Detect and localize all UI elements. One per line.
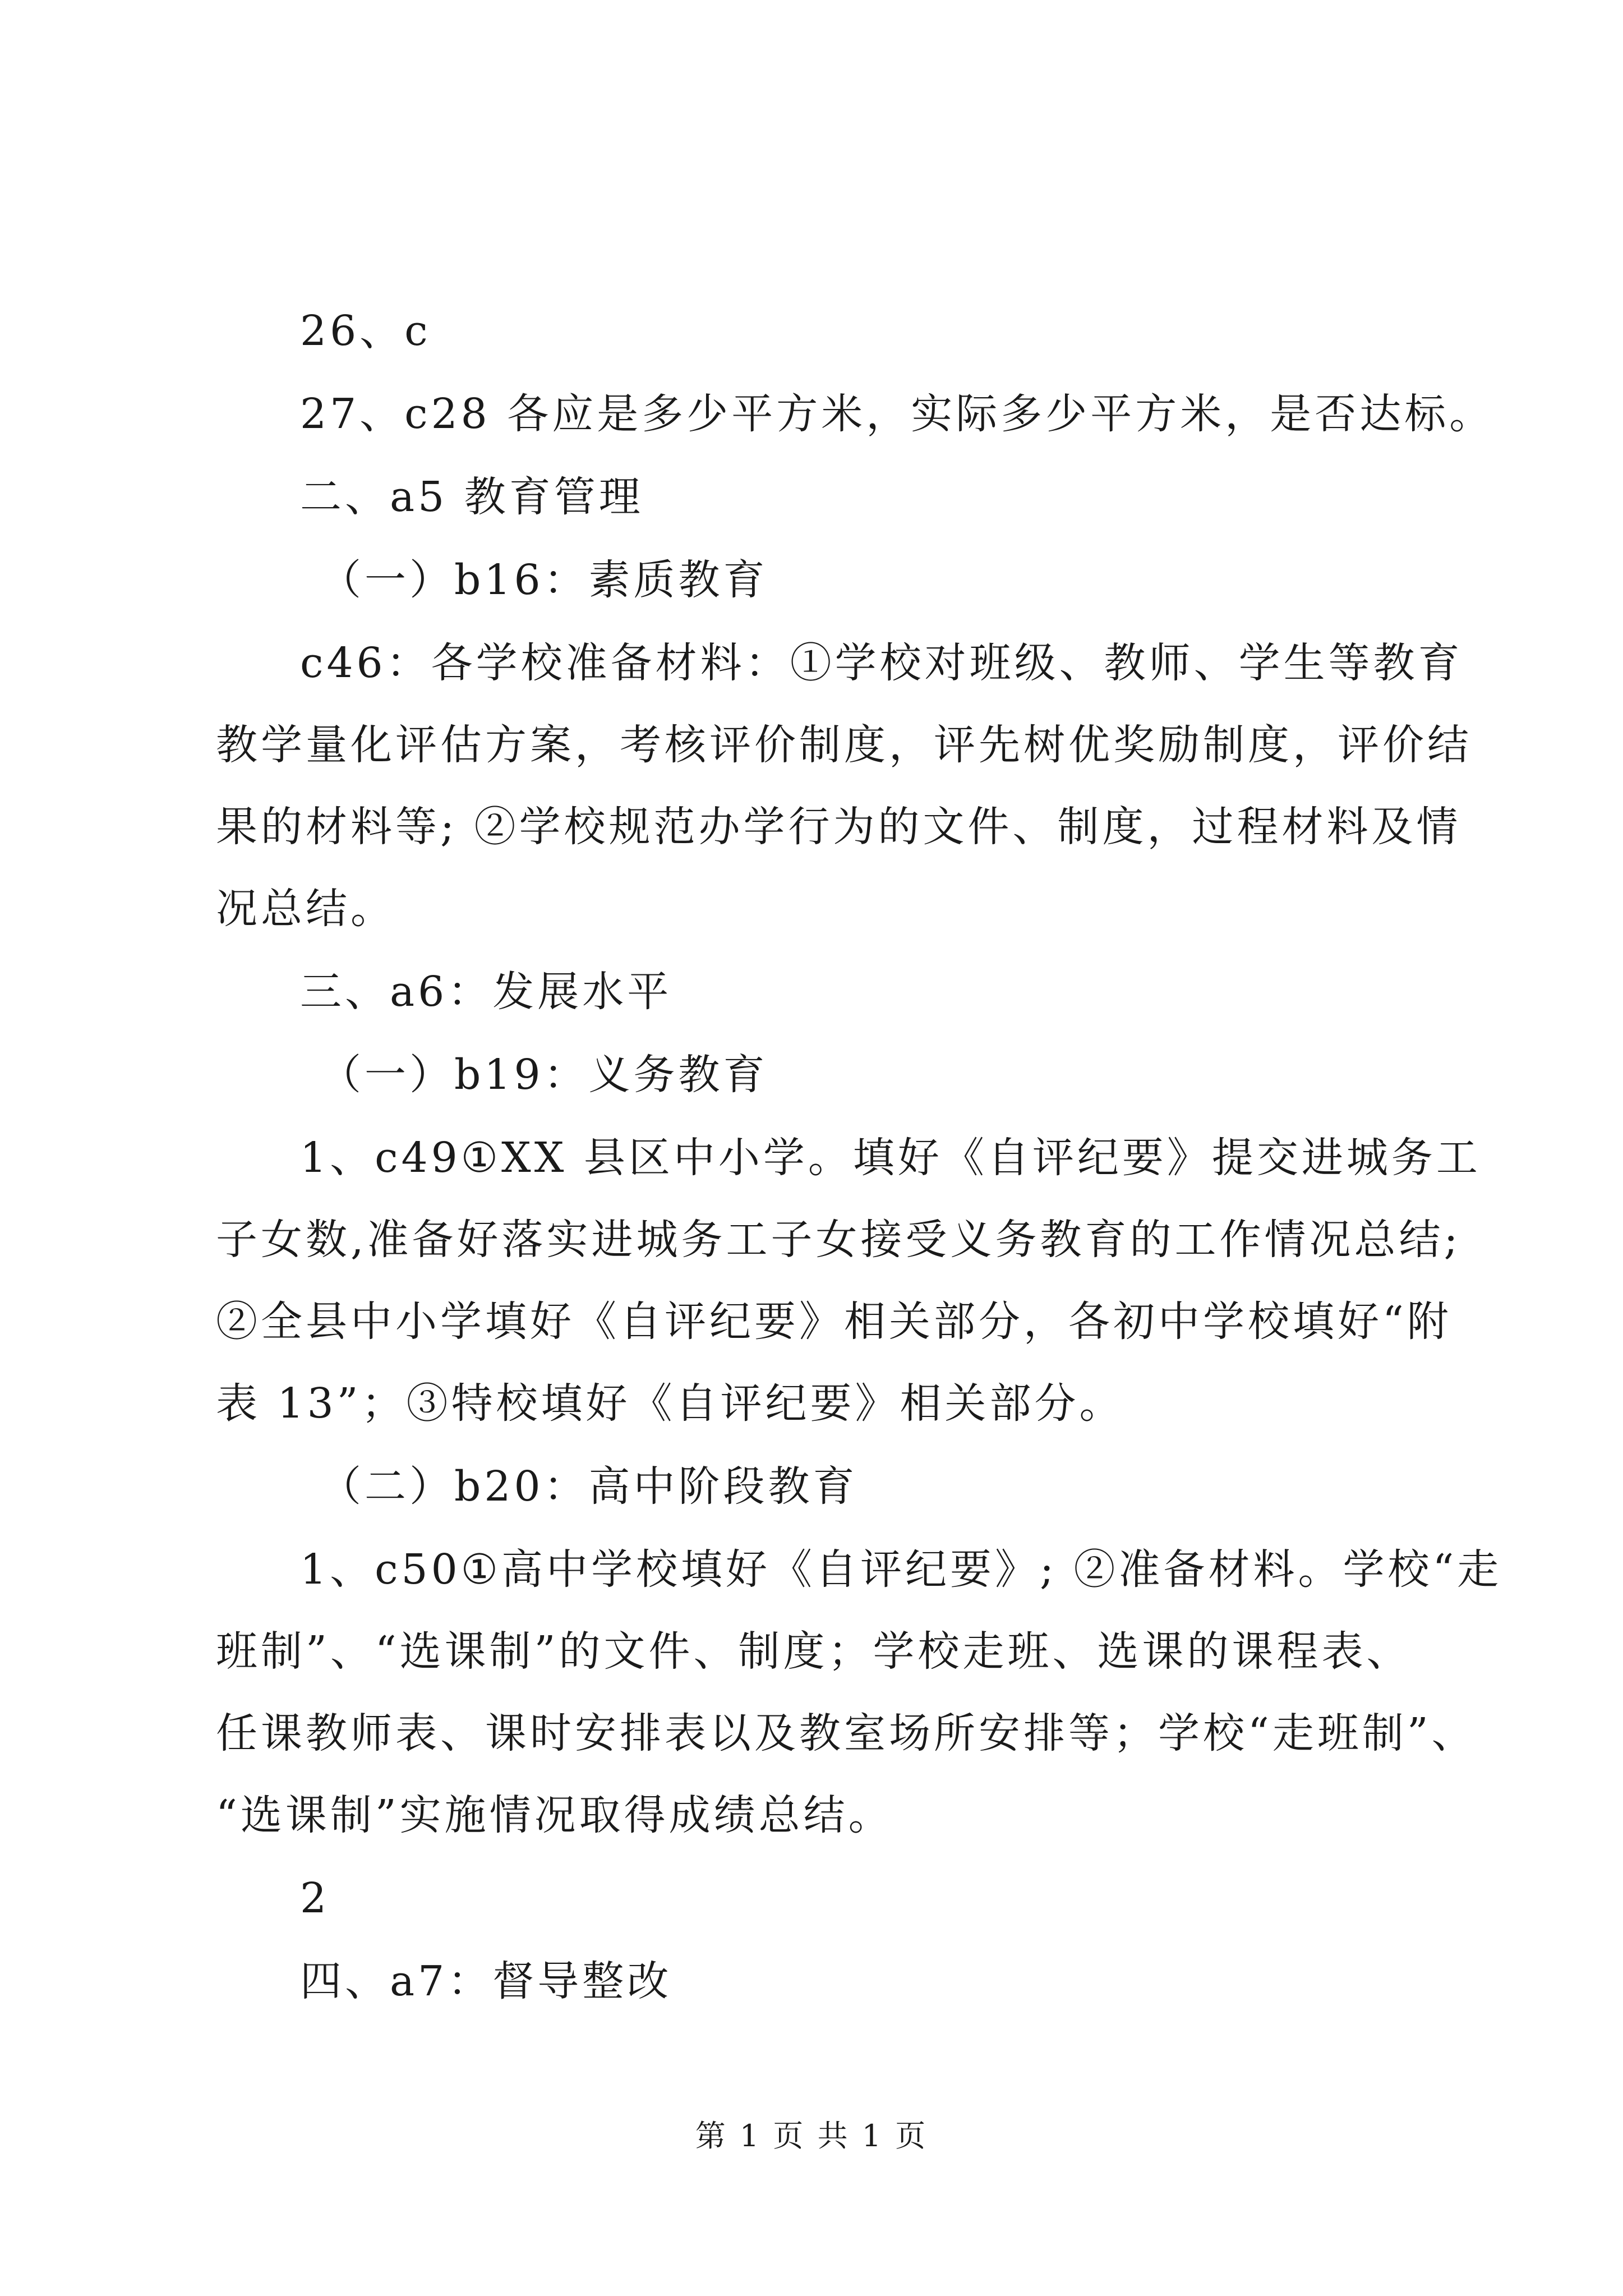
text-line: 二、a5 教育管理 xyxy=(300,473,644,521)
text-line: 1、c49①XX 县区中小学。填好《自评纪要》提交进城务工 xyxy=(300,1134,1481,1182)
text-line: 26、c xyxy=(300,307,431,355)
text-line: 表 13”；③特校填好《自评纪要》相关部分。 xyxy=(216,1379,1124,1428)
paragraph-subheading-b19 xyxy=(216,1047,1416,1103)
paragraph-para-c49 xyxy=(216,1130,1481,1432)
paragraph-subheading-b20 xyxy=(216,1458,1416,1515)
paragraph-subheading-b16 xyxy=(216,552,1416,608)
text-line: 2 xyxy=(300,1874,330,1922)
text-line: 27、c28 各应是多少平方米，实际多少平方米，是否达标。 xyxy=(300,390,1495,438)
text-line: “选课制”实施情况取得成绩总结。 xyxy=(216,1791,893,1839)
text-line: 1、c50①高中学校填好《自评纪要》; ②准备材料。学校“走 xyxy=(300,1545,1502,1594)
text-line: 任课教师表、课时安排表以及教室场所安排等；学校“走班制”、 xyxy=(216,1709,1477,1757)
text-line: 三、a6：发展水平 xyxy=(300,968,672,1016)
text-line: 子女数,准备好落实进城务工子女接受义务教育的工作情况总结; xyxy=(216,1216,1461,1264)
paragraph-para-c50 xyxy=(216,1542,1502,1843)
text-line: 况总结。 xyxy=(216,885,395,933)
text-line: 教学量化评估方案，考核评价制度，评先树优奖励制度，评价结 xyxy=(216,721,1472,769)
text-line: （二）b20：高中阶段教育 xyxy=(320,1462,858,1511)
text-line: 果的材料等; ②学校规范办学行为的文件、制度，过程材料及情 xyxy=(216,803,1461,851)
text-line: c46：各学校准备材料：①学校对班级、教师、学生等教育 xyxy=(300,639,1463,687)
text-line: ②全县中小学填好《自评纪要》相关部分，各初中学校填好“附 xyxy=(216,1297,1452,1346)
text-line: （一）b19：义务教育 xyxy=(320,1051,768,1099)
paragraph-item-26 xyxy=(216,303,1416,359)
document-body xyxy=(216,303,1502,2036)
paragraph-item-2 xyxy=(216,1870,1416,1926)
text-line: 班制”、“选课制”的文件、制度；学校走班、选课的课程表、 xyxy=(216,1627,1412,1676)
paragraph-para-c46 xyxy=(216,635,1472,937)
paragraph-heading-4 xyxy=(216,1953,1416,2009)
text-line: 四、a7：督导整改 xyxy=(300,1957,672,2005)
paragraph-heading-3 xyxy=(216,964,1416,1020)
page-footer: 第 1 页 共 1 页 xyxy=(695,2118,928,2154)
paragraph-heading-2 xyxy=(216,469,1416,525)
paragraph-item-27 xyxy=(216,386,1495,442)
text-line: （一）b16：素质教育 xyxy=(320,556,768,604)
